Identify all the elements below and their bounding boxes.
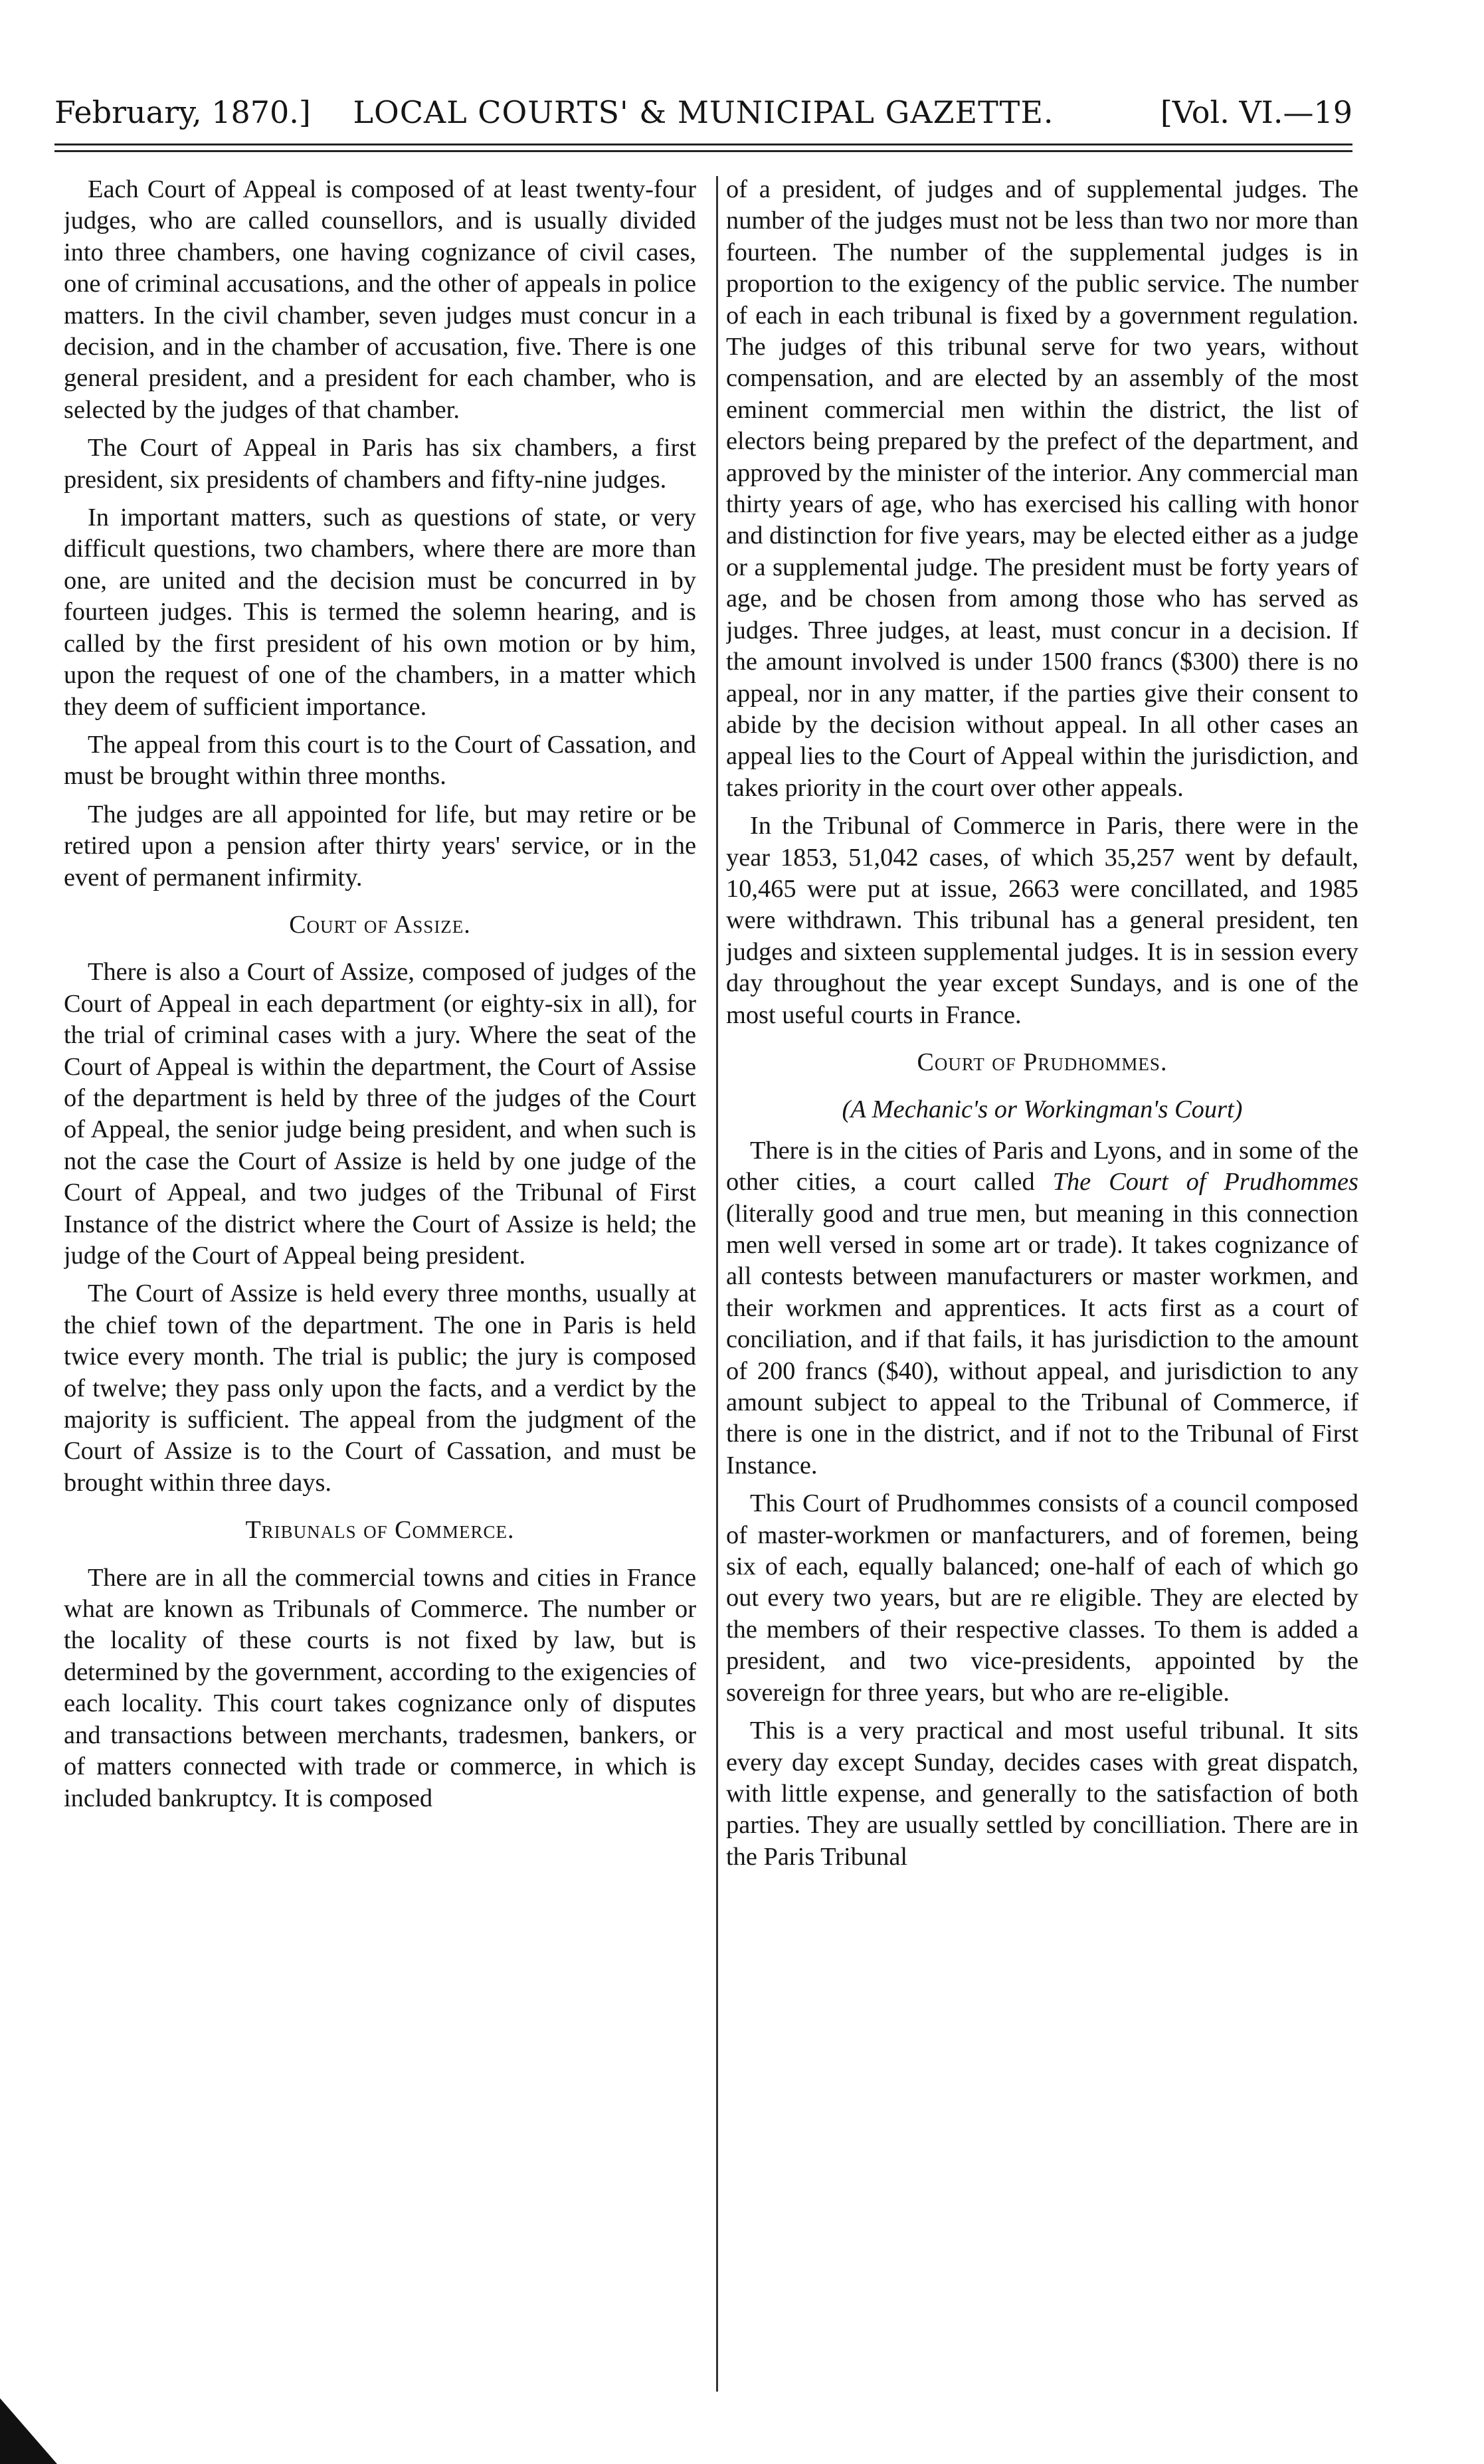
header-volume: [Vol. VI.—19 <box>1160 94 1352 130</box>
section-heading-assize: Court of Assize. <box>289 910 471 939</box>
left-column <box>64 174 696 2393</box>
right-column <box>726 174 1358 2393</box>
column-divider <box>716 176 718 2392</box>
text-run: There is in the cities of Paris and Lyons, and in some of the other cities, a court called <box>726 1136 1358 1196</box>
header-title: LOCAL COURTS' & MUNICIPAL GAZETTE. <box>353 94 1054 130</box>
page-header <box>54 85 1352 138</box>
paragraph: The appeal from this court is to the Court of Cassation, and must be brought within three months. <box>64 730 696 791</box>
paragraph <box>726 1135 1358 1481</box>
paragraph: There is also a Court of Assize, composed of judges of the Court of Appeal in each department (or eighty-six in all), for the trial of criminal cases with a jury. Where the seat of the Court of Appeal is within the department, the Court of Assise of the department is held by three of the judges of the Court of Appeal, the senior judge being president, and when such is not the case the Court of Assize is held by one judge of the Court of Appeal, and two judges of the Tribunal of First Instance of the district where the Court of Assize is held; the judge of the Court of Appeal being president. <box>64 958 696 1270</box>
header-rule-top <box>54 143 1352 145</box>
header-rule-bottom <box>54 150 1352 152</box>
paragraph: The Court of Assize is held every three months, usually at the chief town of the department. The one in Paris is held twice every month. The trial is public; the jury is composed of twelve; they pass only upon the facts, and a verdict by the majority is sufficient. The appeal from the judgment of the Court of Assize is to the Court of Cassation, and must be brought within three days. <box>64 1279 696 1497</box>
text-run: (literally good and true men, but meaning in this connection men well versed in some art or trade). It takes cognizance of all contests between manufacturers or master workmen, and their workmen and apprentices. It acts first as a court of conciliation, and if that fails, it has jurisdiction to the amount of 200 francs ($40), without appeal, and jurisdiction to any amount subject to appeal to the Tribunal of Commerce, if there is one in the district, and if not to the Tribunal of First Instance. <box>726 1199 1358 1479</box>
paragraph: There are in all the commercial towns and cities in France what are known as Tribunals of Commerce. The number or the locality of these courts is not fixed by law, but is determined by the government, according to the exigencies of each locality. This court takes cognizance only of disputes and transactions between merchants, tradesmen, bankers, or of matters connected with trade or commerce, in which is included bankruptcy. It is composed <box>64 1563 696 1812</box>
paragraph: The Court of Appeal in Paris has six chambers, a first president, six presidents of chambers and fifty-nine judges. <box>64 434 696 494</box>
scan-edge-mark <box>0 2398 57 2464</box>
paragraph: In the Tribunal of Commerce in Paris, there were in the year 1853, 51,042 cases, of which 35,257 went by default, 10,465 were put at issue, 2663 were concillated, and 1985 were withdrawn. This tribunal has a general president, ten judges and sixteen supplemental judges. It is in session every day throughout the year except Sundays, and is one of the most useful courts in France. <box>726 812 1358 1029</box>
section-subheading: (A Mechanic's or Workingman's Court) <box>842 1095 1243 1124</box>
paragraph: Each Court of Appeal is composed of at least twenty-four judges, who are called counsellors, and is usually divided into three chambers, one having cognizance of civil cases, one of criminal accusations, and the other of appeals in police matters. In the civil chamber, seven judges must concur in a decision, and in the chamber of accusation, five. There is one general president, and a president for each chamber, who is selected by the judges of that chamber. <box>64 175 696 424</box>
paragraph: This Court of Prudhommes consists of a council composed of master-workmen or manfacturers, and of foremen, being six of each, equally balanced; one-half of each of which go out every two years, but are re eligible. They are elected by the members of their respective classes. To them is added a president, and two vice-presidents, appointed by the sovereign for three years, but who are re-eligible. <box>726 1489 1358 1707</box>
header-date: February, 1870.] <box>54 94 311 130</box>
section-heading-prudhommes: Court of Prudhommes. <box>917 1048 1168 1076</box>
court-name-italic: The Court of Prudhommes <box>1052 1168 1358 1196</box>
paragraph: This is a very practical and most useful tribunal. It sits every day except Sunday, decides cases with great dispatch, with little expense, and generally to the satisfaction of both parties. They are usually settled by concilliation. There are in the Paris Tribunal <box>726 1717 1358 1871</box>
paragraph: The judges are all appointed for life, but may retire or be retired upon a pension after thirty years' service, or in the event of permanent infirmity. <box>64 800 696 892</box>
paragraph: In important matters, such as questions of state, or very difficult questions, two chambers, where there are more than one, are united and the decision must be concurred in by fourteen judges. This is termed the solemn hearing, and is called by the first president of his own motion or by him, upon the request of one of the chambers, in a matter which they deem of sufficient importance. <box>64 504 696 721</box>
paragraph: of a president, of judges and of supplemental judges. The number of the judges must not be less than two nor more than fourteen. The number of the supplemental judges is in proportion to the exigency of the public service. The number of each in each tribunal is fixed by a government regulation. The judges of this tribunal serve for two years, without compensation, and are elected by an assembly of the most eminent commercial men within the district, the list of electors being prepared by the prefect of the department, and approved by the minister of the interior. Any commercial man thirty years of age, who has exercised his calling with honor and distinction for five years, may be elected either as a judge or a supplemental judge. The president must be forty years of age, and be chosen from among those who has served as judges. Three judges, at least, must concur in a decision. If the amount involved is under 1500 francs ($300) there is no appeal, nor in any matter, if the parties give their consent to abide by the decision without appeal. In all other cases an appeal lies to the Court of Appeal within the jurisdiction, and takes priority in the court over other appeals. <box>726 175 1358 802</box>
section-heading-commerce: Tribunals of Commerce. <box>245 1516 515 1545</box>
